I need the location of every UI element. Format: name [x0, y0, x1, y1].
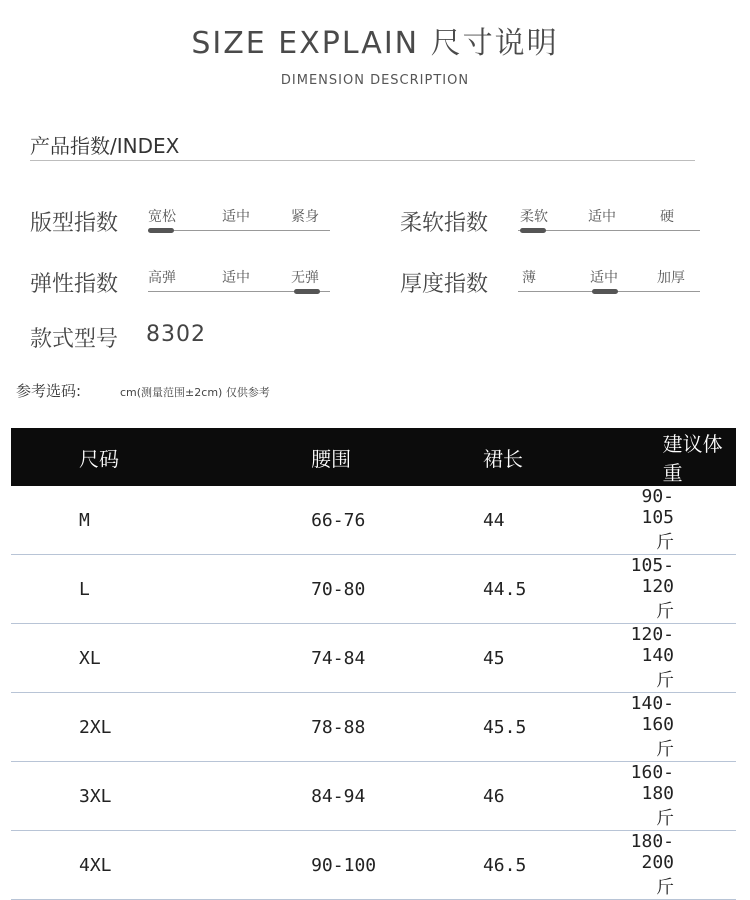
index-heading: 产品指数/INDEX — [30, 134, 180, 158]
table-row — [11, 624, 736, 693]
thickness-index-label: 厚度指数 — [400, 272, 489, 297]
cell-size: 4XL — [79, 854, 112, 876]
cell-weight: 140-160斤 — [630, 693, 674, 760]
cell-length: 46.5 — [482, 854, 527, 876]
scale-option: 硬 — [660, 209, 674, 225]
table-row — [11, 762, 736, 831]
size-reference-note: cm(测量范围±2cm) 仅供参考 — [120, 386, 270, 399]
page-title: SIZE EXPLAIN 尺寸说明 — [191, 26, 559, 61]
cell-waist: 66-76 — [311, 509, 366, 531]
scale-option: 高弹 — [148, 270, 176, 286]
softness-index-scale — [518, 206, 700, 236]
scale-selected-marker — [148, 228, 174, 233]
cell-weight: 120-140斤 — [630, 624, 674, 691]
cell-waist: 70-80 — [311, 578, 366, 600]
scale-option: 适中 — [588, 209, 616, 225]
model-number-label: 款式型号 — [30, 327, 119, 352]
scale-option: 紧身 — [291, 209, 319, 225]
scale-option: 无弹 — [291, 270, 319, 286]
cell-weight: 90-105斤 — [641, 486, 674, 553]
elasticity-index-scale — [148, 267, 330, 297]
size-reference-label: 参考选码: — [16, 382, 82, 400]
cell-size: 3XL — [79, 785, 112, 807]
cell-length: 45 — [482, 647, 505, 669]
scale-selected-marker — [520, 228, 546, 233]
thickness-index-scale — [518, 267, 700, 297]
table-row — [11, 693, 736, 762]
cell-weight: 180-200斤 — [630, 831, 674, 898]
page-subtitle: DIMENSION DESCRIPTION — [280, 73, 470, 88]
cell-weight: 160-180斤 — [630, 762, 674, 829]
table-row — [11, 555, 736, 624]
cell-waist: 74-84 — [311, 647, 366, 669]
scale-option: 加厚 — [657, 270, 685, 286]
cell-size: M — [79, 509, 90, 531]
cell-size: L — [79, 578, 90, 600]
size-table-header — [11, 428, 736, 486]
fit-index-scale — [148, 206, 330, 236]
model-number-value: 8302 — [146, 322, 206, 347]
scale-option: 柔软 — [520, 209, 548, 225]
index-divider — [30, 160, 695, 161]
scale-selected-marker — [592, 289, 618, 294]
scale-option: 适中 — [222, 270, 250, 286]
scale-option: 薄 — [522, 270, 536, 286]
column-header-length: 裙长 — [482, 446, 523, 471]
column-header-waist: 腰围 — [311, 446, 352, 471]
scale-option: 适中 — [222, 209, 250, 225]
fit-index-label: 版型指数 — [30, 211, 119, 236]
softness-index-label: 柔软指数 — [400, 211, 489, 236]
column-header-size: 尺码 — [79, 446, 119, 471]
scale-selected-marker — [294, 289, 320, 294]
column-header-weight: 建议体重 — [662, 432, 723, 485]
scale-option: 宽松 — [148, 209, 176, 225]
size-table — [11, 428, 736, 900]
cell-length: 44.5 — [482, 578, 527, 600]
cell-waist: 84-94 — [311, 785, 366, 807]
cell-weight: 105-120斤 — [630, 555, 674, 622]
scale-option: 适中 — [590, 270, 618, 286]
cell-waist: 90-100 — [311, 854, 377, 876]
cell-length: 46 — [482, 785, 505, 807]
cell-waist: 78-88 — [311, 716, 366, 738]
cell-length: 44 — [482, 509, 505, 531]
cell-length: 45.5 — [482, 716, 527, 738]
cell-size: XL — [79, 647, 101, 669]
table-row — [11, 486, 736, 555]
cell-size: 2XL — [79, 716, 112, 738]
scale-bar — [148, 230, 330, 231]
elasticity-index-label: 弹性指数 — [30, 272, 119, 297]
table-row — [11, 831, 736, 900]
